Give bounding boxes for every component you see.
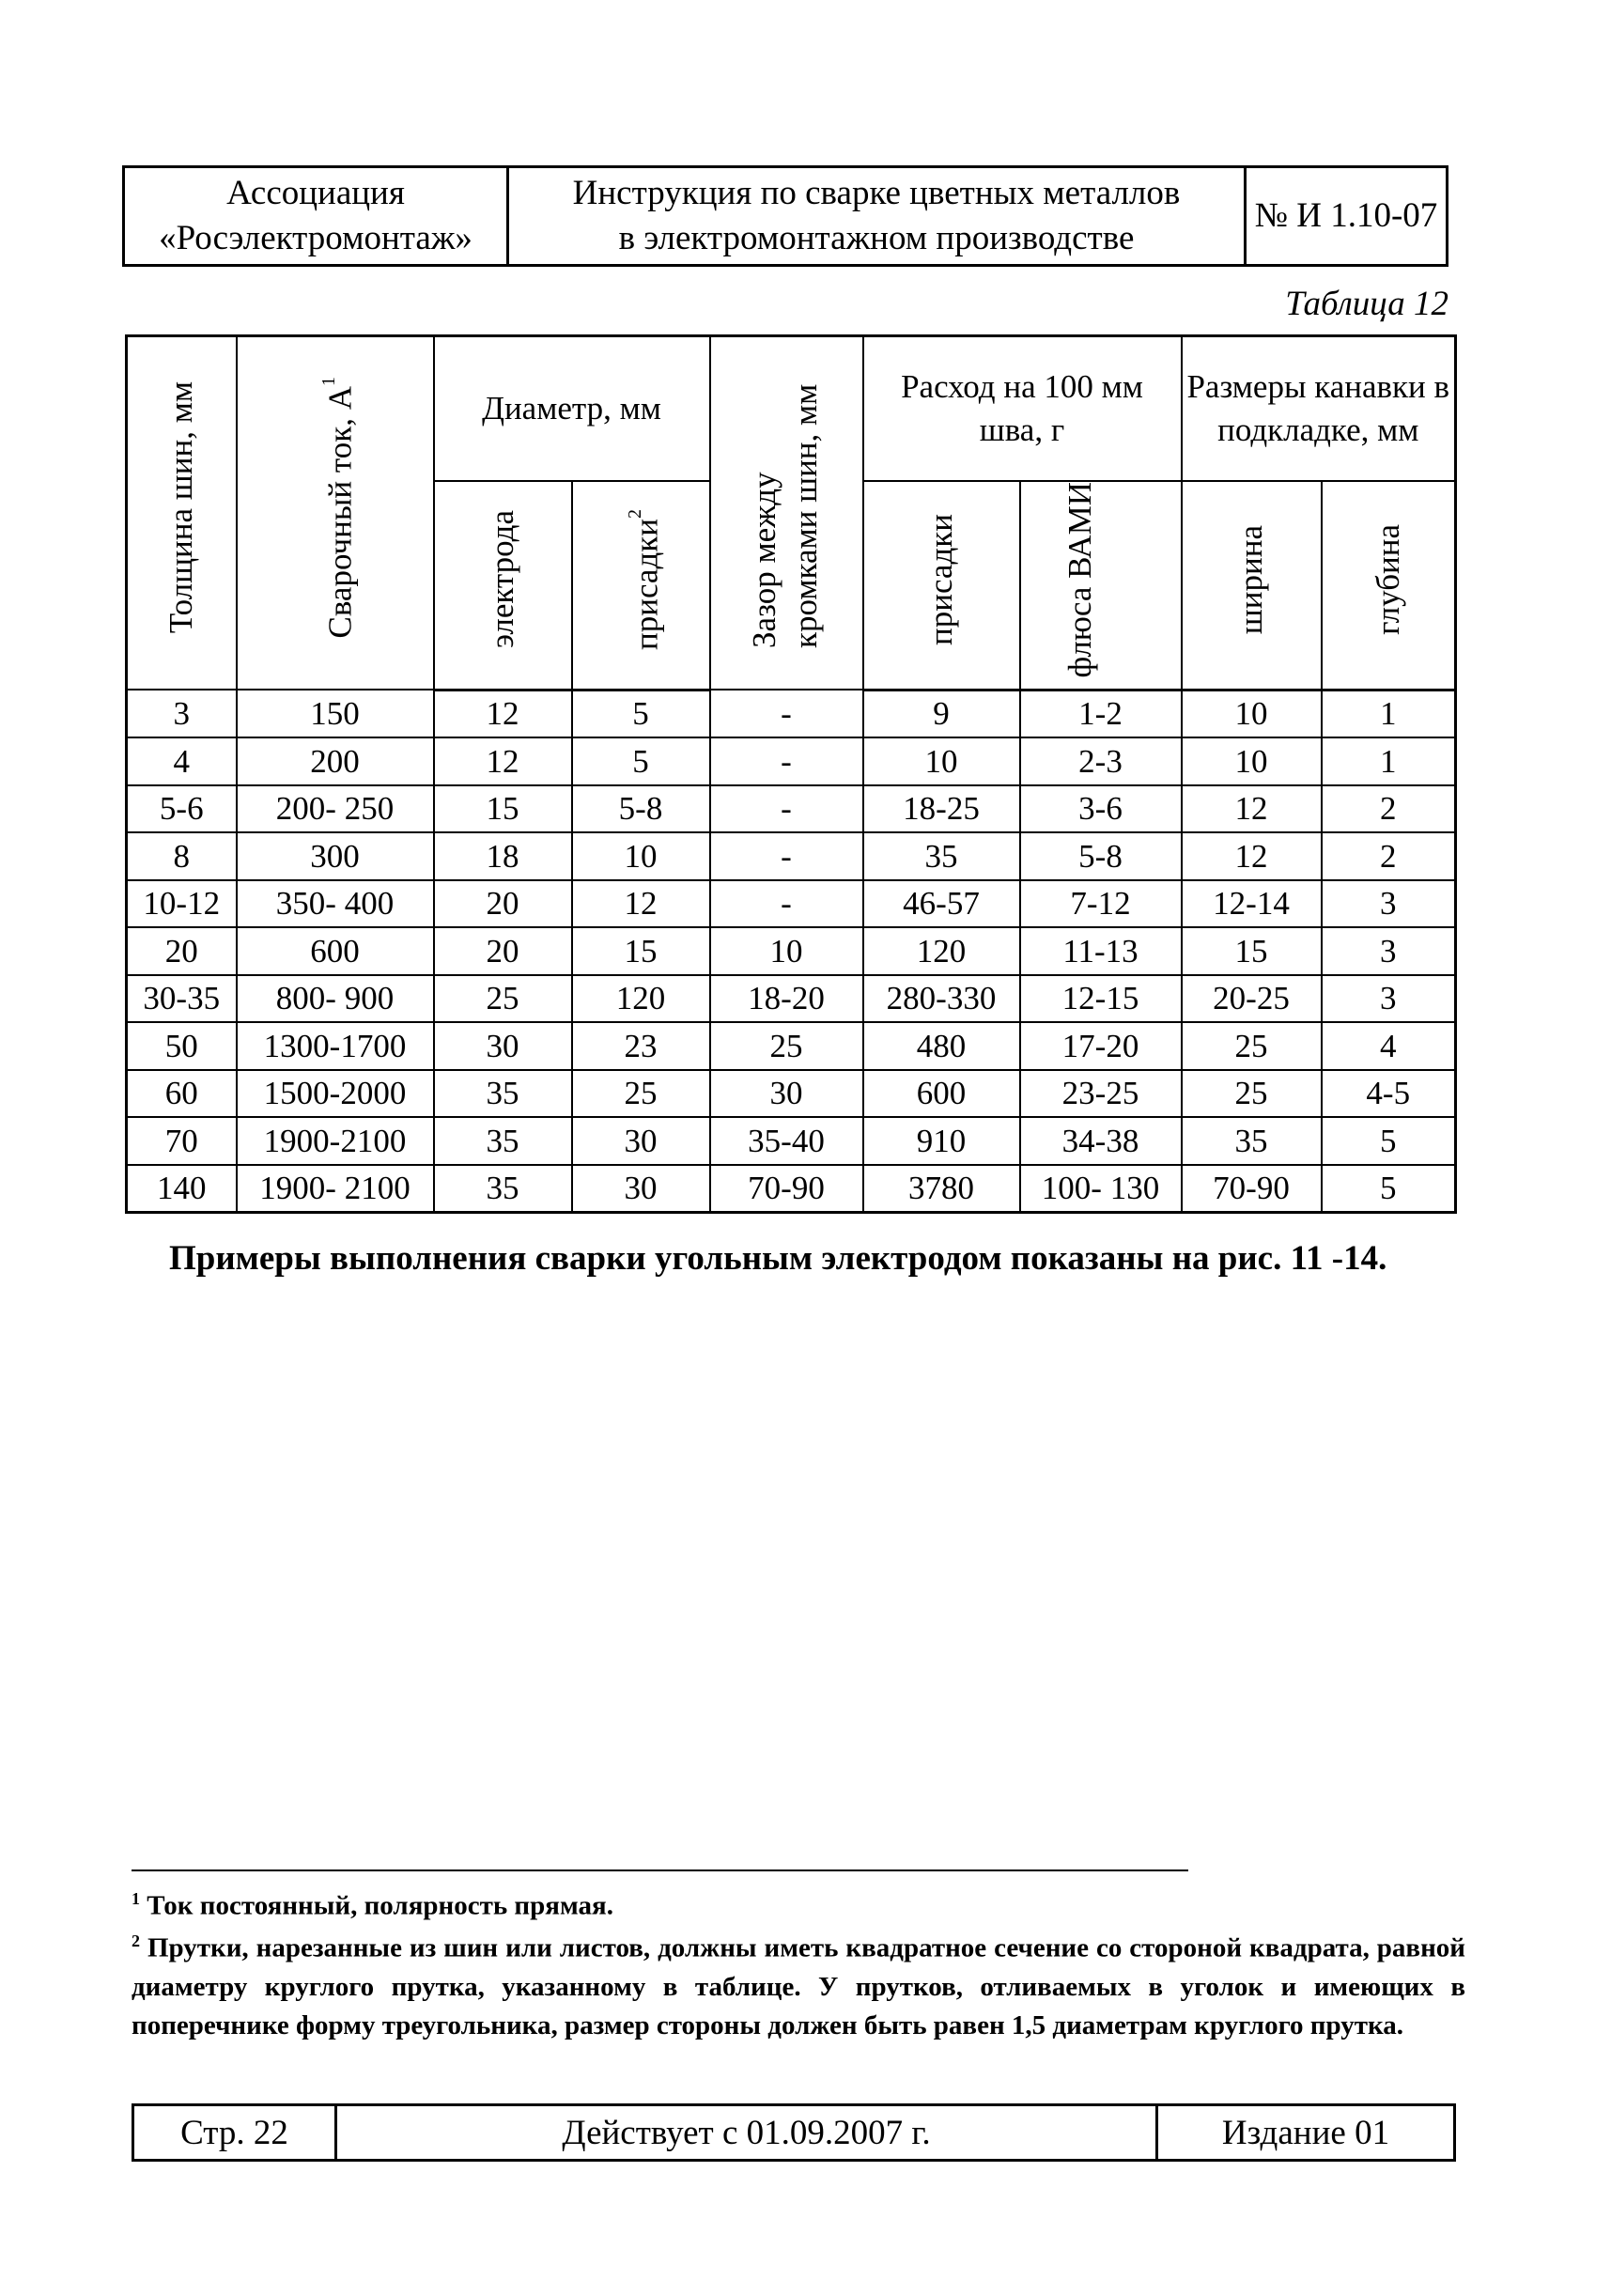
table-cell: 140 [127, 1165, 237, 1213]
table-cell: 1900-2100 [237, 1117, 434, 1165]
header-consumption-flux [1020, 481, 1182, 690]
table-cell: 10 [863, 737, 1020, 785]
header-gap-label: Зазор между кромками шин, мм [746, 383, 824, 649]
table-cell: 20 [127, 927, 237, 975]
footnote-ref-2: 2 [624, 508, 645, 519]
table-cell: - [710, 832, 863, 880]
header-filler-label: присадки [627, 518, 665, 650]
table-caption: Таблица 12 [1285, 285, 1448, 323]
header-groove-depth-label: глубина [1369, 523, 1406, 635]
table-row [127, 880, 1456, 928]
table-cell: 3 [1322, 927, 1456, 975]
header-groove-label: Размеры канавки в подкладке, мм [1186, 367, 1450, 448]
table-cell: 2 [1322, 785, 1456, 833]
page-footer [132, 2103, 1456, 2162]
footnote-2-mark: 2 [132, 1931, 140, 1950]
table-cell: 12-14 [1182, 880, 1322, 928]
footnote-separator [132, 1869, 1188, 1871]
table-cell: 8 [127, 832, 237, 880]
table-cell: 5 [572, 737, 710, 785]
table-cell: 600 [237, 927, 434, 975]
table-cell: 30 [572, 1165, 710, 1213]
table-cell: 280-330 [863, 975, 1020, 1023]
header-groove-depth [1322, 481, 1456, 690]
table-row [127, 785, 1456, 833]
header-consumption-filler-label: присадки [922, 513, 959, 645]
header-consumption-label: Расход на 100 мм шва, г [901, 367, 1143, 448]
table-cell: - [710, 737, 863, 785]
page-number: Стр. 22 [133, 2105, 336, 2161]
header-groove-width-label: ширина [1232, 524, 1269, 634]
document-number: № И 1.10-07 [1246, 167, 1448, 266]
header-consumption [863, 336, 1182, 481]
header-filler-diameter [572, 481, 710, 690]
table-cell: 30 [572, 1117, 710, 1165]
table-cell: 35 [863, 832, 1020, 880]
table-cell: 3-6 [1020, 785, 1182, 833]
header-electrode-label: электрода [484, 510, 520, 649]
table-cell: 35 [434, 1070, 572, 1118]
table-cell: 25 [1182, 1070, 1322, 1118]
table-cell: 1-2 [1020, 690, 1182, 737]
table-cell: 5-8 [572, 785, 710, 833]
table-cell: 5-8 [1020, 832, 1182, 880]
table-cell: 200- 250 [237, 785, 434, 833]
organization-line1: Ассоциация [226, 174, 405, 212]
table-cell: 3 [127, 690, 237, 737]
table-cell: 200 [237, 737, 434, 785]
table-cell: 10-12 [127, 880, 237, 928]
table-cell: 70-90 [710, 1165, 863, 1213]
table-row [127, 832, 1456, 880]
table-cell: 9 [863, 690, 1020, 737]
table-cell: 25 [710, 1022, 863, 1070]
table-cell: 910 [863, 1117, 1020, 1165]
header-groove-width [1182, 481, 1322, 690]
table-cell: 35-40 [710, 1117, 863, 1165]
table-cell: 5 [1322, 1117, 1456, 1165]
table-cell: 4 [127, 737, 237, 785]
table-cell: 5 [1322, 1165, 1456, 1213]
table-body [127, 690, 1456, 1213]
table-cell: 1300-1700 [237, 1022, 434, 1070]
footnote-2 [132, 1922, 1465, 2045]
header-thickness-label: Толщина шин, мм [163, 381, 200, 634]
organization-cell [124, 167, 508, 266]
welding-parameters-table [125, 334, 1457, 1214]
table-cell: 30-35 [127, 975, 237, 1023]
document-title-line1: Инструкция по сварке цветных металлов [572, 174, 1181, 212]
table-cell: 70-90 [1182, 1165, 1322, 1213]
table-cell: 600 [863, 1070, 1020, 1118]
table-cell: 12 [434, 737, 572, 785]
table-cell: 18 [434, 832, 572, 880]
table-cell: 12 [1182, 832, 1322, 880]
table-cell: 35 [434, 1117, 572, 1165]
table-cell: 3780 [863, 1165, 1020, 1213]
footnote-2-text: Прутки, нарезанные из шин или листов, должны иметь квадратное сечение со стороной квадрата, равной диаметру круглого прутка, указанному в таблице. У прутков, отливаемых в уголок и имеющих в поперечнике форму треугольника, размер стороны должен быть равен 1,5 диаметрам круглого прутка. [132, 1932, 1465, 2040]
table-cell: 18-25 [863, 785, 1020, 833]
table-cell: 10 [710, 927, 863, 975]
table-cell: 150 [237, 690, 434, 737]
table-row [127, 1022, 1456, 1070]
table-cell: 1500-2000 [237, 1070, 434, 1118]
table-cell: 15 [572, 927, 710, 975]
table-cell: 25 [1182, 1022, 1322, 1070]
header-diameter: Диаметр, мм [434, 336, 710, 481]
table-cell: 11-13 [1020, 927, 1182, 975]
header-gap [710, 336, 863, 690]
table-cell: 25 [572, 1070, 710, 1118]
table-cell: 350- 400 [237, 880, 434, 928]
table-cell: 800- 900 [237, 975, 434, 1023]
table-cell: 120 [572, 975, 710, 1023]
table-cell: - [710, 690, 863, 737]
table-cell: 10 [1182, 690, 1322, 737]
table-cell: 30 [710, 1070, 863, 1118]
table-cell: 1 [1322, 690, 1456, 737]
table-row [127, 690, 1456, 737]
table-cell: 30 [434, 1022, 572, 1070]
header-groove [1182, 336, 1456, 481]
table-cell: 23-25 [1020, 1070, 1182, 1118]
table-cell: 1900- 2100 [237, 1165, 434, 1213]
table-cell: 480 [863, 1022, 1020, 1070]
table-row [127, 975, 1456, 1023]
table-cell: 34-38 [1020, 1117, 1182, 1165]
table-cell: 10 [1182, 737, 1322, 785]
header-current-label: Сварочный ток, А [321, 386, 359, 639]
table-cell: 5-6 [127, 785, 237, 833]
table-cell: 1 [1322, 737, 1456, 785]
table-row [127, 737, 1456, 785]
table-cell: 3 [1322, 880, 1456, 928]
table-cell: 2 [1322, 832, 1456, 880]
table-cell: 120 [863, 927, 1020, 975]
table-cell: 25 [434, 975, 572, 1023]
table-cell: 60 [127, 1070, 237, 1118]
footnote-1-text: Ток постоянный, полярность прямая. [147, 1890, 613, 1921]
footnote-ref-1: 1 [318, 377, 340, 386]
table-cell: 4 [1322, 1022, 1456, 1070]
table-row [127, 1165, 1456, 1213]
table-cell: 12 [572, 880, 710, 928]
table-cell: 50 [127, 1022, 237, 1070]
header-consumption-filler [863, 481, 1020, 690]
table-cell: 15 [1182, 927, 1322, 975]
table-cell: 35 [1182, 1117, 1322, 1165]
table-cell: 3 [1322, 975, 1456, 1023]
table-cell: 7-12 [1020, 880, 1182, 928]
footnote-1 [132, 1880, 1465, 1926]
edition: Издание 01 [1157, 2105, 1455, 2161]
document-title-cell [508, 167, 1246, 266]
table-row [127, 1117, 1456, 1165]
table-cell: 2-3 [1020, 737, 1182, 785]
table-cell: 12 [1182, 785, 1322, 833]
effective-date: Действует с 01.09.2007 г. [336, 2105, 1157, 2161]
table-cell: 17-20 [1020, 1022, 1182, 1070]
header-thickness [127, 336, 237, 690]
table-cell: 15 [434, 785, 572, 833]
table-cell: 70 [127, 1117, 237, 1165]
table-row [127, 927, 1456, 975]
table-cell: 12 [434, 690, 572, 737]
table-cell: 20-25 [1182, 975, 1322, 1023]
table-cell: - [710, 785, 863, 833]
table-cell: - [710, 880, 863, 928]
table-cell: 100- 130 [1020, 1165, 1182, 1213]
footnote-1-mark: 1 [132, 1889, 140, 1908]
table-cell: 18-20 [710, 975, 863, 1023]
document-header [122, 165, 1448, 267]
table-cell: 4-5 [1322, 1070, 1456, 1118]
table-cell: 46-57 [863, 880, 1020, 928]
document-title-line2: в электромонтажном производстве [618, 219, 1135, 257]
table-cell: 35 [434, 1165, 572, 1213]
table-cell: 20 [434, 880, 572, 928]
table-row [127, 1070, 1456, 1118]
table-cell: 20 [434, 927, 572, 975]
header-electrode [434, 481, 572, 690]
header-consumption-flux-label: флюса ВАМИ [1061, 481, 1098, 677]
table-cell: 10 [572, 832, 710, 880]
table-cell: 300 [237, 832, 434, 880]
header-current [237, 336, 434, 690]
table-cell: 23 [572, 1022, 710, 1070]
table-cell: 12-15 [1020, 975, 1182, 1023]
organization-line2: «Росэлектромонтаж» [159, 219, 472, 257]
examples-paragraph: Примеры выполнения сварки угольным электродом показаны на рис. 11 -14. [169, 1239, 1387, 1278]
table-cell: 5 [572, 690, 710, 737]
